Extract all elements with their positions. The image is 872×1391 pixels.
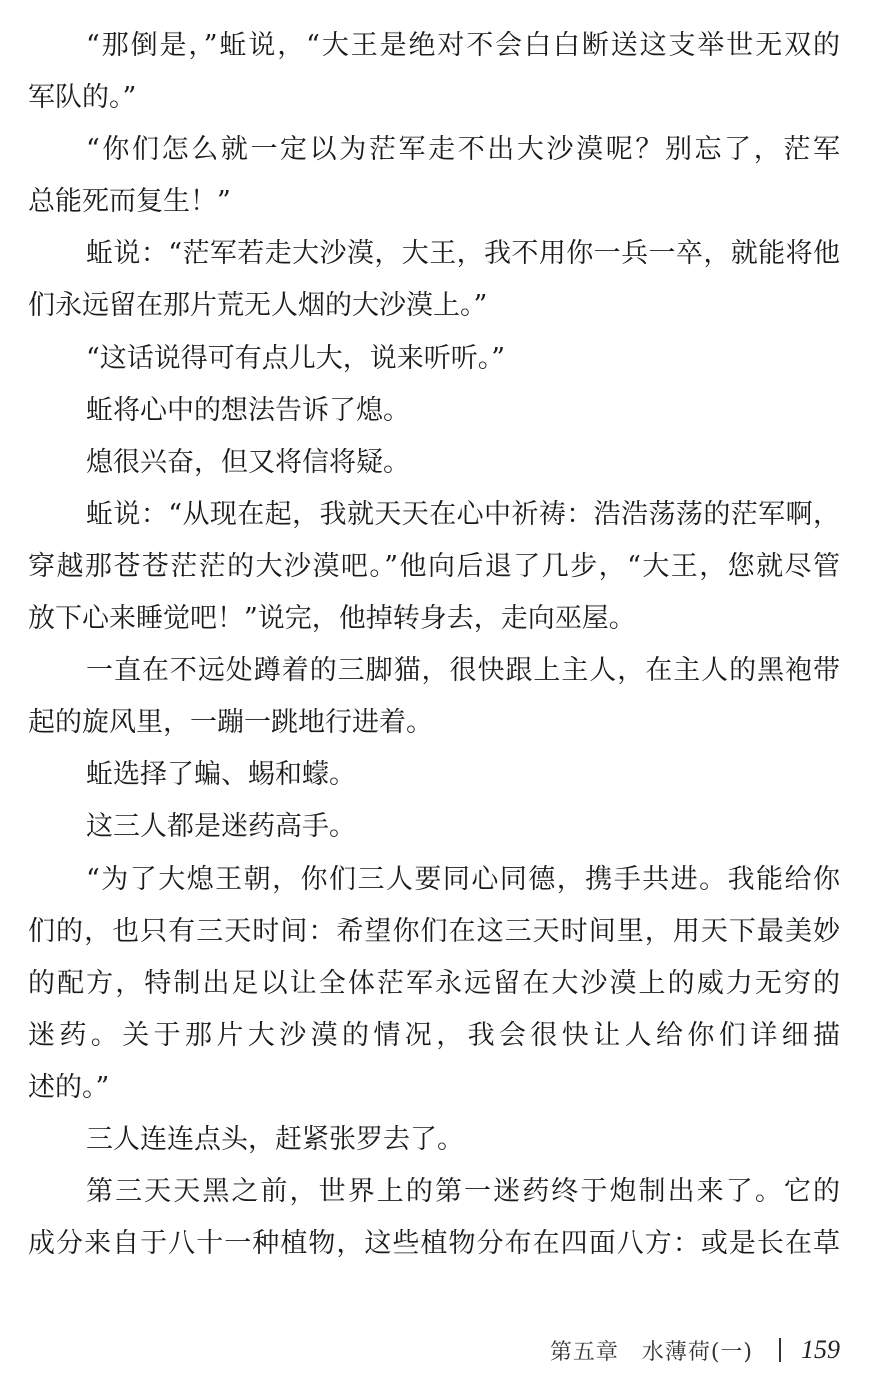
text-line: 放下心来睡觉吧！”说完，他掉转身去，走向巫屋。 — [28, 603, 636, 635]
paragraph — [28, 749, 840, 801]
chapter-title: 第五章 水薄荷(一) — [549, 1339, 753, 1365]
text-line: 迷药。关于那片大沙漠的情况，我会很快让人给你们详细描 — [28, 1019, 840, 1051]
text-line: 穿越那苍苍茫茫的大沙漠吧。”他向后退了几步，“大王，您就尽管 — [28, 550, 840, 582]
text-line: “那倒是，”蚯说，“大王是绝对不会白白断送这支举世无双的 — [86, 30, 840, 61]
paragraph — [28, 854, 840, 1114]
paragraph — [28, 228, 840, 332]
paragraph — [28, 385, 840, 437]
text-line: 三人连连点头，赶紧张罗去了。 — [86, 1123, 464, 1155]
page-number: 159 — [801, 1335, 840, 1364]
running-footer — [550, 1330, 840, 1370]
paragraph — [28, 20, 840, 124]
paragraph — [28, 801, 840, 853]
text-line: “为了大熄王朝，你们三人要同心同德，携手共进。我能给你 — [86, 863, 840, 895]
text-line: 蚯将心中的想法告诉了熄。 — [86, 394, 410, 426]
text-line: 一直在不远处蹲着的三脚猫，很快跟上主人，在主人的黑袍带 — [86, 655, 840, 687]
text-line: 的配方，特制出足以让全体茫军永远留在大沙漠上的威力无穷的 — [28, 967, 840, 999]
paragraph — [28, 1166, 840, 1270]
paragraph — [28, 1114, 840, 1166]
text-line: “你们怎么就一定以为茫军走不出大沙漠呢？别忘了，茫军 — [86, 134, 840, 166]
text-line: 总能死而复生！” — [28, 186, 231, 218]
text-line: 蚯说：“茫军若走大沙漠，大王，我不用你一兵一卒，就能将他 — [86, 238, 840, 270]
text-line: 第三天天黑之前，世界上的第一迷药终于炮制出来了。它的 — [86, 1176, 840, 1208]
paragraph — [28, 489, 840, 645]
paragraph — [28, 124, 840, 228]
text-line: 熄很兴奋，但又将信将疑。 — [86, 446, 410, 478]
text-line: 起的旋风里，一蹦一跳地行进着。 — [28, 707, 433, 739]
text-line: 蚯选择了蝙、蜴和蠓。 — [86, 759, 356, 791]
text-line: 这三人都是迷药高手。 — [86, 811, 356, 843]
paragraph — [28, 333, 840, 385]
paragraph — [28, 645, 840, 749]
text-line: 们的，也只有三天时间：希望你们在这三天时间里，用天下最美妙 — [28, 915, 840, 947]
paragraph — [28, 437, 840, 489]
text-line: 蚯说：“从现在起，我就天天在心中祈祷：浩浩荡荡的茫军啊， — [86, 498, 840, 530]
footer-divider — [779, 1338, 781, 1362]
text-line: “这话说得可有点儿大，说来听听。” — [86, 342, 506, 374]
page-body — [28, 20, 840, 1270]
text-line: 军队的。” — [28, 82, 137, 114]
text-line: 成分来自于八十一种植物，这些植物分布在四面八方：或是长在草 — [28, 1228, 840, 1260]
text-line: 述的。” — [28, 1071, 110, 1103]
text-line: 们永远留在那片荒无人烟的大沙漠上。” — [28, 290, 488, 322]
